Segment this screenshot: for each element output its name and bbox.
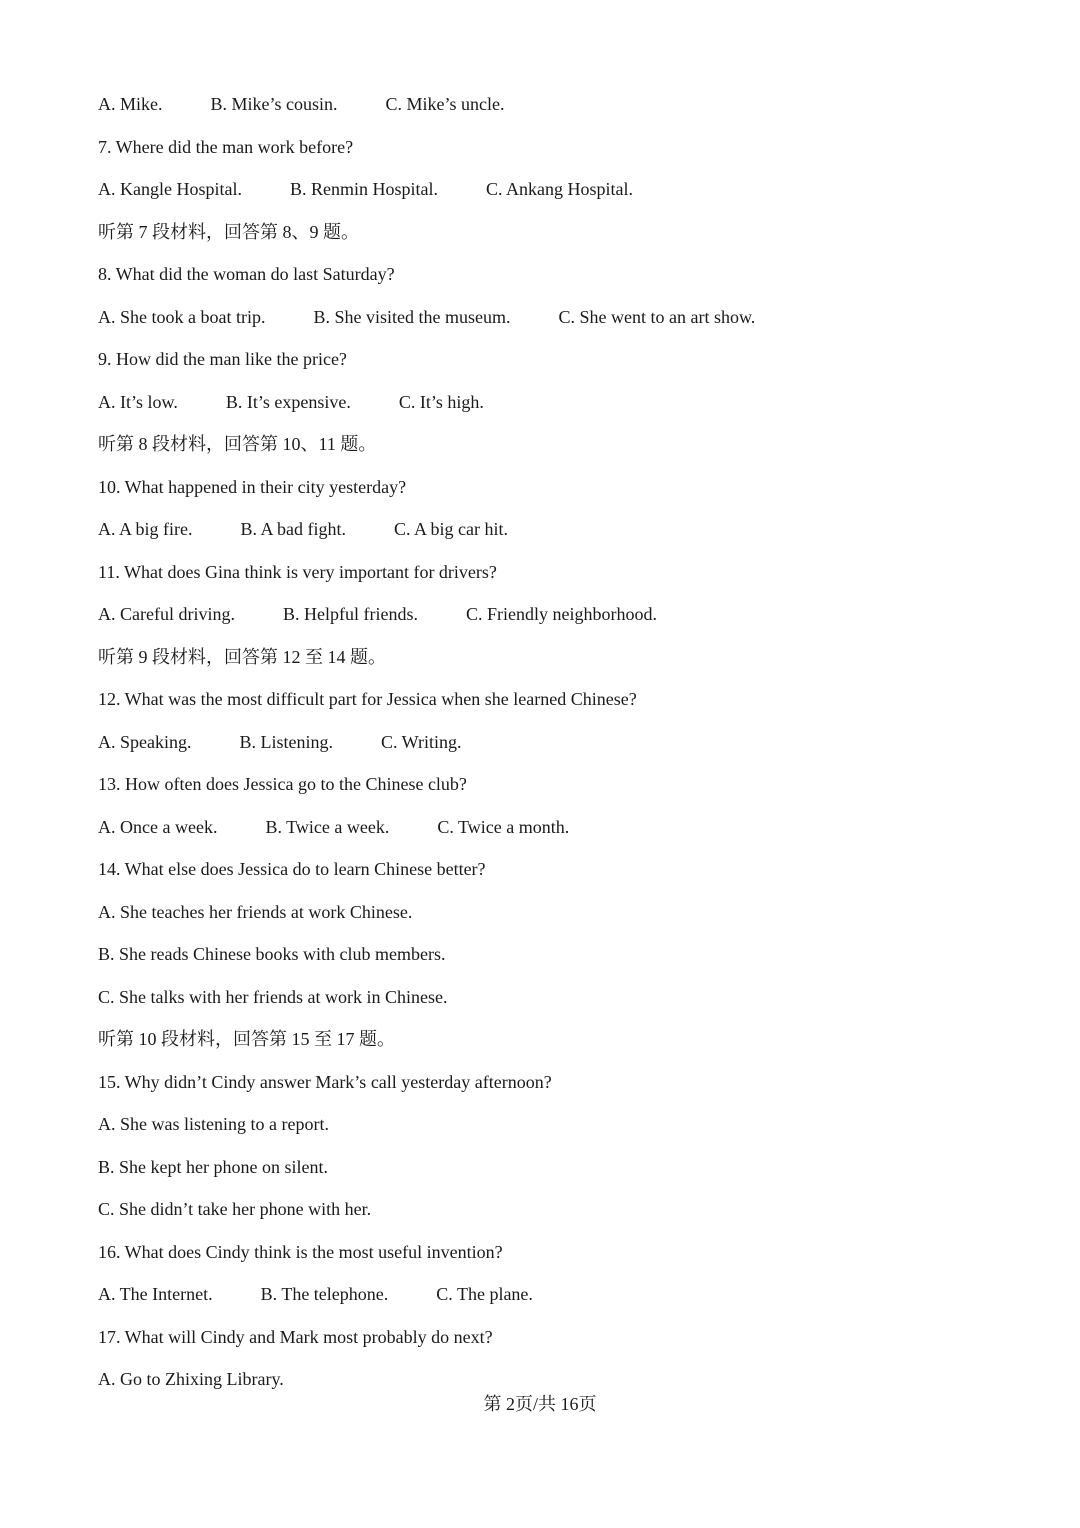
- answer-option: A. It’s low.: [98, 391, 178, 412]
- answer-option: C. Writing.: [381, 731, 462, 752]
- answer-option: B. The telephone.: [260, 1284, 389, 1304]
- section-instruction: 听第 7 段材料，回答第 8、9 题。: [98, 221, 359, 242]
- answer-option: A. A big fire.: [98, 519, 193, 539]
- answer-option: A. Kangle Hospital.: [98, 179, 242, 199]
- answer-options-row: [98, 1278, 998, 1321]
- answer-option: A. Go to Zhixing Library.: [98, 1369, 284, 1389]
- answer-option: B. Mike’s cousin.: [210, 94, 338, 114]
- section-instruction: 听第 8 段材料，回答第 10、11 题。: [98, 434, 377, 454]
- question-line: 8. What did the woman do last Saturday?: [98, 264, 395, 284]
- question-line: 12. What was the most difficult part for Jessica when she learned Chinese?: [98, 689, 637, 709]
- answer-option: B. Listening.: [239, 731, 333, 752]
- answer-options-row: [98, 598, 998, 641]
- answer-option: B. Renmin Hospital.: [289, 179, 438, 199]
- answer-option: A. Once a week.: [98, 816, 218, 837]
- answer-options-row: [98, 513, 998, 556]
- answer-options-row: [98, 173, 998, 216]
- answer-option: C. She didn’t take her phone with her.: [98, 1199, 372, 1219]
- answer-option: B. She reads Chinese books with club members.: [98, 944, 446, 964]
- answer-option: B. Twice a week.: [265, 816, 390, 837]
- answer-option: B. She kept her phone on silent.: [98, 1156, 328, 1177]
- answer-option: B. It’s expensive.: [225, 391, 351, 412]
- answer-option: B. She visited the museum.: [313, 306, 511, 327]
- answer-options-row: [98, 811, 998, 854]
- answer-option: C. A big car hit.: [394, 519, 509, 539]
- answer-option: C. It’s high.: [398, 391, 484, 412]
- answer-option: C. Mike’s uncle.: [385, 94, 505, 114]
- page-footer: 第 2页/共 16页: [483, 1394, 597, 1414]
- answer-option: A. She teaches her friends at work Chinese.: [98, 901, 413, 922]
- question-line: 14. What else does Jessica do to learn Chinese better?: [98, 859, 486, 879]
- section-instruction: 听第 9 段材料，回答第 12 至 14 题。: [98, 646, 386, 667]
- question-line: 9. How did the man like the price?: [98, 349, 347, 369]
- answer-option: B. Helpful friends.: [282, 604, 418, 624]
- answer-option: C. She went to an art show.: [558, 306, 756, 327]
- answer-option: A. She took a boat trip.: [98, 306, 266, 327]
- answer-option: A. She was listening to a report.: [98, 1114, 329, 1134]
- question-line: 15. Why didn’t Cindy answer Mark’s call yesterday afternoon?: [98, 1071, 552, 1092]
- answer-option: C. Friendly neighborhood.: [465, 604, 657, 624]
- question-line: 11. What does Gina think is very important for drivers?: [98, 561, 497, 582]
- section-instruction: 听第 10 段材料，回答第 15 至 17 题。: [98, 1029, 395, 1049]
- answer-option: C. Ankang Hospital.: [485, 179, 633, 199]
- answer-options-row: [98, 726, 998, 769]
- question-line: 10. What happened in their city yesterday?: [98, 476, 407, 497]
- answer-option: A. Careful driving.: [98, 604, 235, 624]
- answer-option: C. The plane.: [436, 1284, 533, 1304]
- exam-page-content: [98, 88, 998, 1406]
- answer-options-row: [98, 301, 998, 344]
- answer-option: A. Speaking.: [98, 731, 192, 752]
- answer-options-row: [98, 88, 998, 131]
- question-line: 13. How often does Jessica go to the Chinese club?: [98, 774, 467, 794]
- question-line: 16. What does Cindy think is the most useful invention?: [98, 1241, 503, 1262]
- answer-options-row: [98, 386, 998, 429]
- answer-option: A. The Internet.: [98, 1284, 213, 1304]
- answer-option: A. Mike.: [98, 94, 163, 114]
- answer-option: B. A bad fight.: [240, 519, 347, 539]
- question-line: 7. Where did the man work before?: [98, 136, 354, 157]
- question-line: 17. What will Cindy and Mark most probably do next?: [98, 1326, 493, 1347]
- answer-option: C. She talks with her friends at work in Chinese.: [98, 986, 448, 1007]
- answer-option: C. Twice a month.: [437, 816, 570, 837]
